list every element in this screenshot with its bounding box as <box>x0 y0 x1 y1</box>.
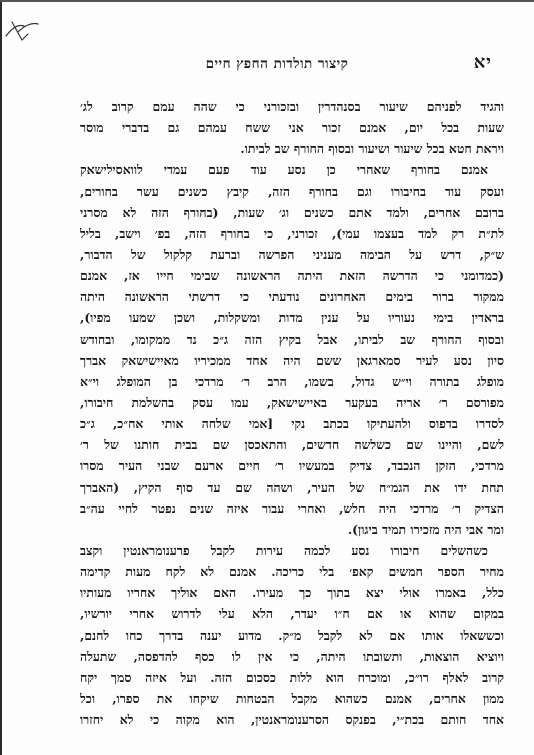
text-line: מרדכי, הזקן הנכבד, צדיק במעשיו ר׳ חיים ארעם שבני העיר מסרו <box>80 458 504 474</box>
text-line: תחת ידו את הגמ״ח של העיר, ושהה שם עד סוף הקיץ, (האברך <box>80 479 504 495</box>
page-top-edge <box>0 0 534 2</box>
text-line: אחד חותם בכת״י, בפנקס הסרענומראנטין, הוא מקוה כי לא יחזרו <box>80 712 504 728</box>
running-title: קיצור תולדות החפץ חיים <box>205 56 349 72</box>
handwritten-mark-icon <box>4 14 44 50</box>
text-line: קרוב לאלף רו״כ, ומוכרח הוא ללות כסכום הזה. ועל איזה סמך יקח <box>80 669 504 685</box>
text-line: מפורסם ר׳ אריה בעקער באיישישאק, עמו עסק בהשלמת חיבורו, <box>80 394 504 410</box>
text-line: ש״ק, דרש על הבימה מעניני הפרשה וברעת קלקול של הדבור, <box>80 246 504 262</box>
text-line: לת״ת רק למד בעצמו עמי), זכורני, כי בחורף הזה, בפ׳ וישב, בליל <box>80 225 504 241</box>
text-line: סיון נסע לעיר סמארגאן ששם היה אחד ממכיריו מאיישישאק אברך <box>80 352 504 368</box>
text-line: לשם, והיינו שם כשלשה חדשים, והתאכסן שם בבית חותנו של ר׳ <box>80 437 504 453</box>
text-line: (כמדומני כי הדרשה הזאת היתה הראשונה שבימי חייו אז, אמנם <box>80 268 504 284</box>
page-header <box>62 52 492 76</box>
text-line: מחיר הספר חמשים קאפ׳ בלי כריכה. אמנם לא לקח מעות קדימה <box>80 564 504 580</box>
text-line: אמנם בחורף שאחרי כן נסע עוד פעם עמדי לוואסילישאק <box>80 162 488 178</box>
text-line: שעות בכל יום, אמנם זכור אני ששח עמהם גם בדברי מוסר <box>80 120 504 136</box>
text-line: ממון אחרים, אמנם כשהוא מקבל הבטחות שיקחו את ספרו, וכל <box>80 690 504 706</box>
text-line: כלל, באמרו אולי יצא בתוך כך מעירו. האם אוליך אחריו מעותיו <box>80 585 504 601</box>
text-line: ממקור ברור בימים האחרונים נודעתי כי דרשתי הראשונה היתה <box>80 289 504 305</box>
text-line: ויוציא הוצאות, ותשובתו היתה, כי אין לו כסף להדפסה, שתעלה <box>80 648 504 664</box>
text-line: והגיד לפניהם שיעור בסנהדרין ובזכורני כי שהה עמם קרוב לג׳ <box>80 99 504 114</box>
page-binding-edge <box>0 0 2 755</box>
text-line: ובסוף החורף שב לביתו, אבל בקיץ הזה ג״כ נד ממקומו, ובחודש <box>80 331 504 347</box>
text-line: ומר אבי היה מזכירו תמיד ביגון). <box>347 521 504 537</box>
text-line: הצדיק ר׳ מרדכי היה חלש, ואחרי עבור איזה שנים נפטר לחיי עה״ב <box>80 500 504 516</box>
text-line: וכששאלו אותו אם לא לקבל מ״ק. מדוע יענה בדרך כחו לחנם, <box>80 627 504 643</box>
text-line: ברובם אחרים, ולמד אתם כשנים וג׳ שעות, (בחורף הזה לא מסרני <box>80 204 504 220</box>
text-line: בראדין בימי נעוריו על ענין מדות ומשקלות, ושכן שמעו מפיו), <box>80 310 504 326</box>
text-line: מופלג בתורה וי״ש גדול, בשמו, הרב ר׳ מרדכי בן המופלג וי״א <box>80 373 504 389</box>
body-text <box>80 96 504 730</box>
page-number: יא <box>473 52 492 73</box>
text-line: לסדרו בדפוס ולהעתיקו בכתב נקי [אמי שלחה אותי אח״כ, ג״כ <box>80 416 504 432</box>
text-line: כשהשלים חיבורו נסע לכמה עירות לקבל פרענומראנטין וקצב <box>80 542 488 558</box>
text-line: במקום שהוא או אם ח״ו יעדר, הלא עלי לדרוש אחרי יורשיו, <box>80 606 504 622</box>
text-line: ויראת חטא בכל שיעור ושיעור ובסוף החורף שב לביתו. <box>240 141 504 157</box>
text-line: ועסק עוד בחיבורו וגם בחורף הזה, קיבץ כשנים עשר בחורים, <box>80 183 504 199</box>
